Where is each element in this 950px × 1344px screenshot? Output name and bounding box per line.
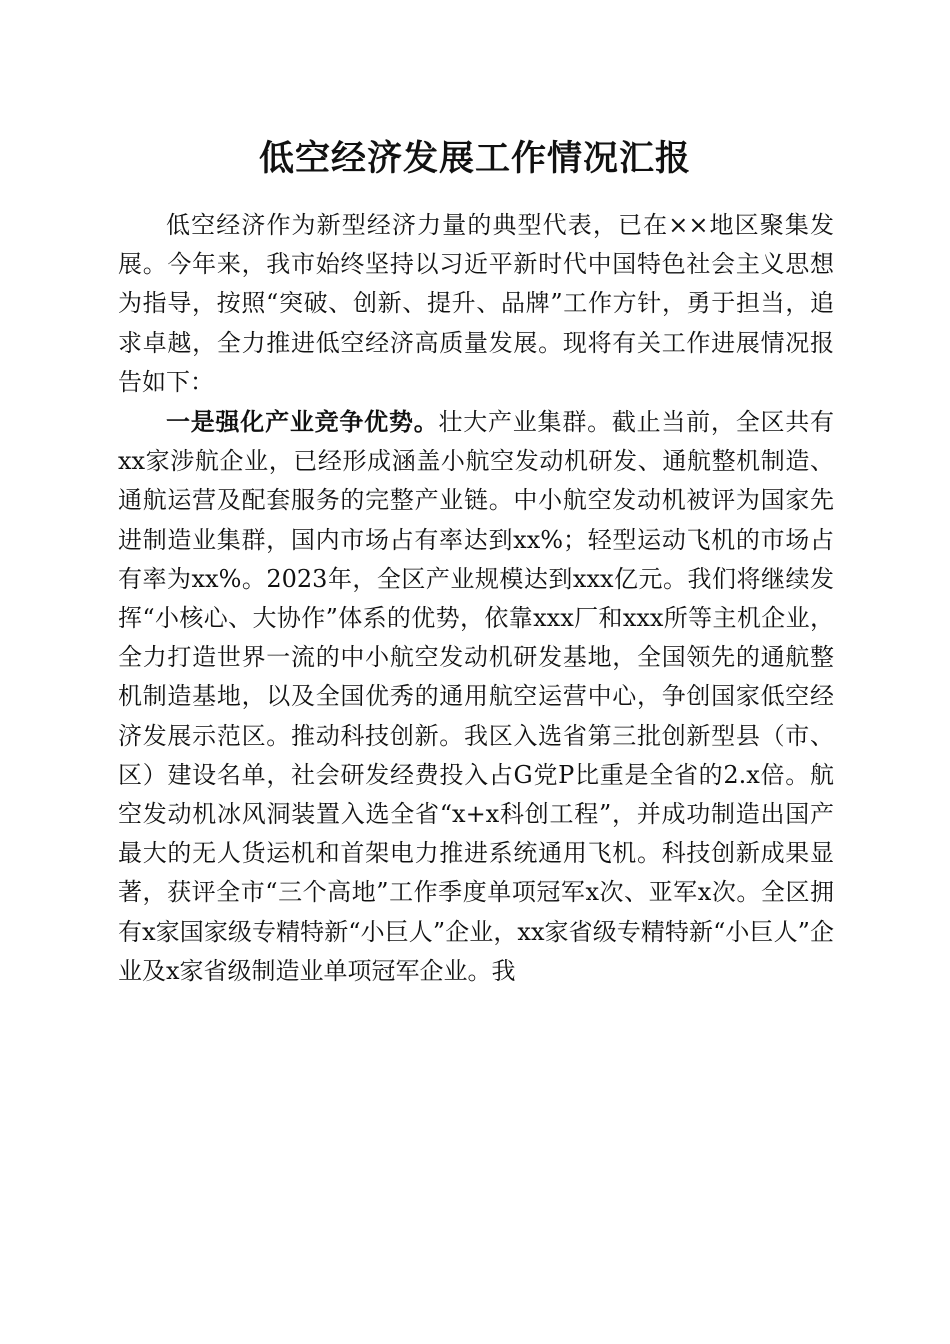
document-body: [118, 206, 834, 991]
section-paragraph-industry: [118, 402, 834, 991]
document-title: 低空经济发展工作情况汇报: [258, 138, 691, 179]
intro-paragraph-text: 低空经济作为新型经济力量的典型代表，已在××地区聚集发展。今年来，我市始终坚持以习近平新时代中国特色社会主义思想为指导，按照“突破、创新、提升、品牌”工作方针，勇于担当，追求卓越，全力推进低空经济高质量发展。现将有关工作进展情况报告如下：: [118, 211, 834, 396]
intro-paragraph: [118, 206, 834, 402]
section-heading-industry: 一是强化产业竞争优势。: [166, 407, 439, 437]
section-paragraph-industry-text: 壮大产业集群。截止当前，全区共有xx家涉航企业，已经形成涵盖小航空发动机研发、通航整机制造、通航运营及配套服务的完整产业链。中小航空发动机被评为国家先进制造业集群，国内市场占有率达到xx%；轻型运动飞机的市场占有率为xx%。2023年，全区产业规模达到xxx亿元。我们将继续发挥“小核心、大协作”体系的优势，依靠xxx厂和xxx所等主机企业，全力打造世界一流的中小航空发动机研发基地，全国领先的通航整机制造基地，以及全国优秀的通用航空运营中心，争创国家低空经济发展示范区。推动科技创新。我区入选省第三批创新型县（市、区）建设名单，社会研发经费投入占G党P比重是全省的2.x倍。航空发动机冰风洞装置入选全省“x+x科创工程”，并成功制造出国产最大的无人货运机和首架电力推进系统通用飞机。科技创新成果显著，获评全市“三个高地”工作季度单项冠军x次、亚军x次。全区拥有x家国家级专精特新“小巨人”企业，xx家省级专精特新“小巨人”企业及x家省级制造业单项冠军企业。我: [118, 408, 835, 985]
